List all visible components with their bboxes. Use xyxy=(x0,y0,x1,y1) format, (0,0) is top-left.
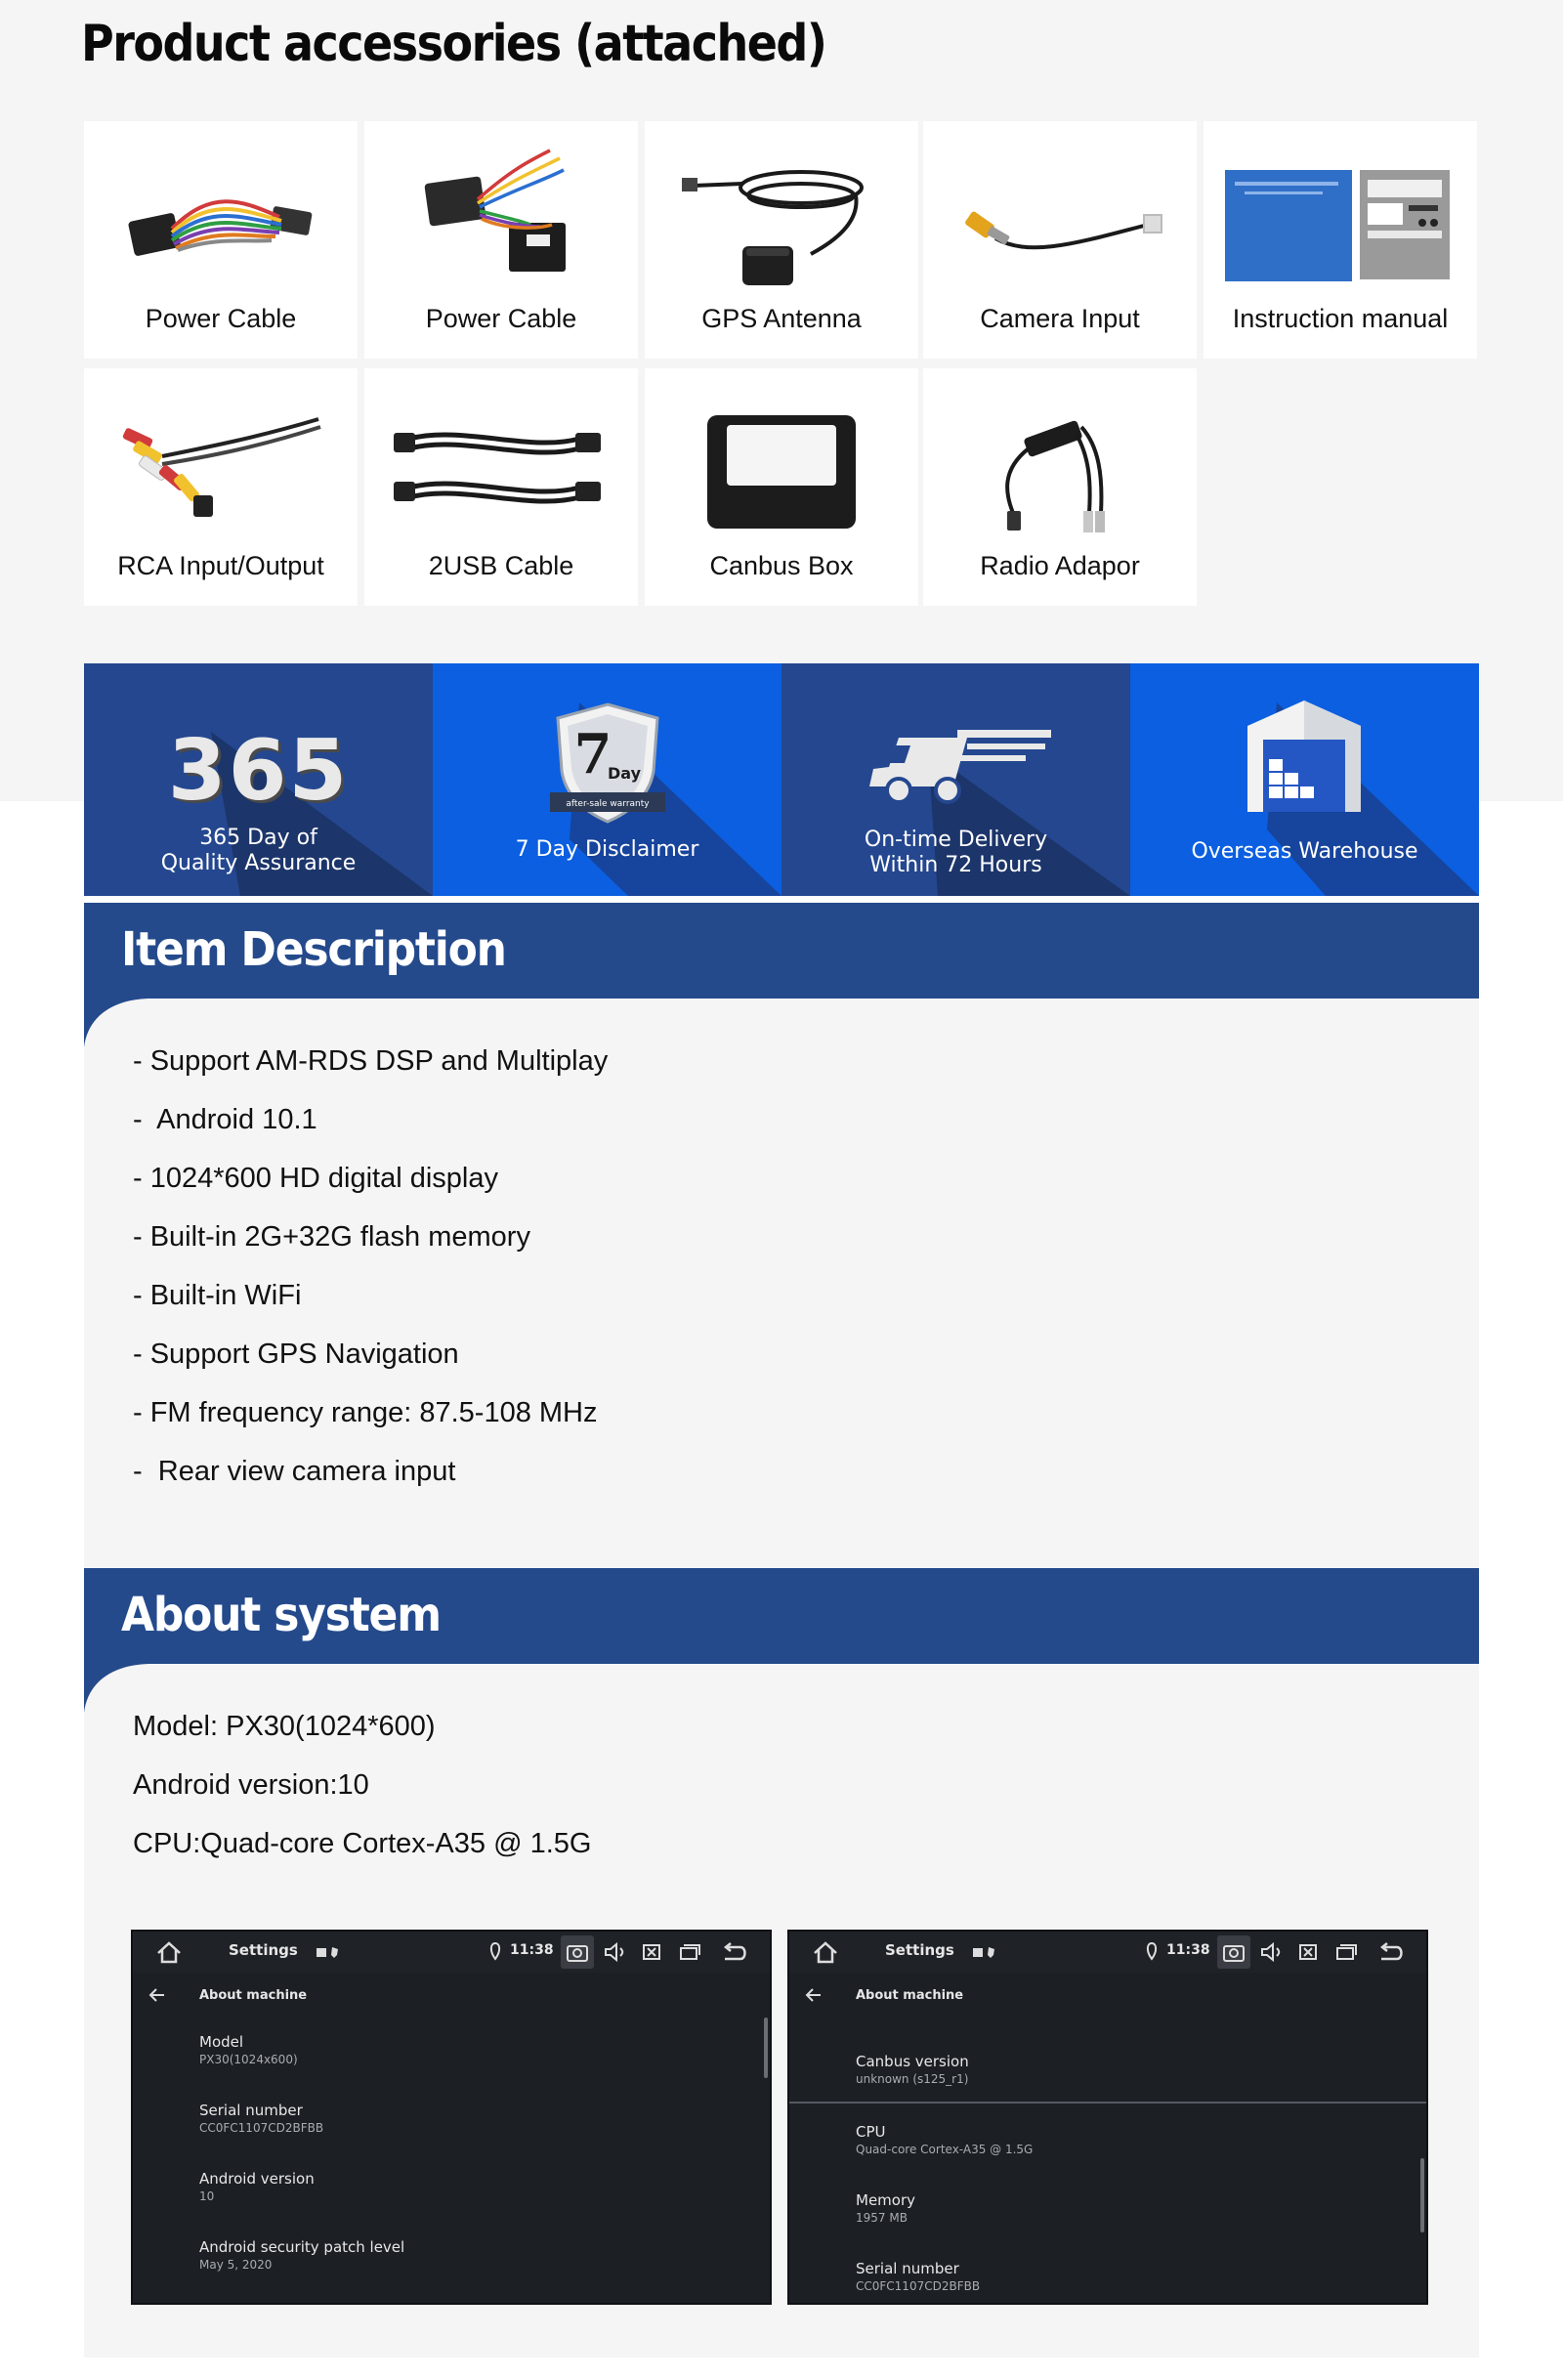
accessory-label: 2USB Cable xyxy=(428,551,574,580)
setting-label[interactable]: Model xyxy=(199,2033,244,2051)
status-bar xyxy=(789,1932,1426,1973)
accessory-card-gps-antenna xyxy=(645,121,918,359)
warehouse-tile xyxy=(1130,663,1479,896)
quality-caption-line2: Quality Assurance xyxy=(160,851,357,875)
setting-label[interactable]: Android security patch level xyxy=(199,2238,405,2256)
location-icon xyxy=(481,1937,510,1967)
disclaimer-tile xyxy=(433,663,782,896)
about-system-title: About system xyxy=(121,1588,441,1643)
setting-label[interactable]: Memory xyxy=(856,2191,916,2209)
delivery-truck-icon xyxy=(860,718,1055,816)
rca-cable-icon xyxy=(104,388,338,534)
back-icon[interactable] xyxy=(803,1984,824,2006)
back-icon[interactable] xyxy=(147,1984,168,2006)
scrollbar[interactable] xyxy=(764,2018,768,2078)
setting-value: Quad-core Cortex-A35 @ 1.5G xyxy=(856,2143,1034,2156)
status-title: Settings xyxy=(885,1941,954,1959)
recent-apps-icon[interactable] xyxy=(1331,1937,1360,1967)
accessory-label: Camera Input xyxy=(980,304,1140,333)
badge-number: 7 xyxy=(573,722,613,786)
description-item: - Rear view camera input xyxy=(133,1456,456,1487)
accessory-card-radio-adapter xyxy=(923,368,1197,606)
quality-assurance-tile xyxy=(84,663,433,896)
camera-icon[interactable] xyxy=(563,1937,592,1967)
recent-apps-icon[interactable] xyxy=(674,1937,703,1967)
365-badge: 365 xyxy=(167,722,350,820)
description-item: - Built-in 2G+32G flash memory xyxy=(133,1221,530,1253)
description-item: - FM frequency range: 87.5-108 MHz xyxy=(133,1397,598,1428)
accessory-label: Instruction manual xyxy=(1232,304,1449,333)
disclaimer-caption: 7 Day Disclaimer xyxy=(515,837,699,862)
settings-screenshot-2 xyxy=(787,1930,1428,2305)
power-cable-box-icon xyxy=(384,141,618,287)
back-arrow-icon[interactable] xyxy=(1375,1937,1405,1967)
page-subtitle: About machine xyxy=(856,1988,964,2003)
setting-label[interactable]: Serial number xyxy=(856,2260,959,2277)
camera-input-cable-icon xyxy=(943,141,1177,287)
notification-icons xyxy=(313,1937,342,1967)
description-item: - Support AM-RDS DSP and Multiplay xyxy=(133,1045,609,1077)
notification-icons xyxy=(969,1937,998,1967)
setting-value: May 5, 2020 xyxy=(199,2258,273,2272)
corner-curve xyxy=(84,1664,152,1713)
item-description-header xyxy=(84,903,1479,999)
setting-label[interactable]: Canbus version xyxy=(856,2053,969,2070)
accessory-card-rca xyxy=(84,368,358,606)
item-description-body xyxy=(84,999,1479,1568)
setting-value: CC0FC1107CD2BFBB xyxy=(199,2121,324,2135)
scrollbar[interactable] xyxy=(1420,2158,1424,2232)
page-subtitle: About machine xyxy=(199,1988,308,2003)
delivery-caption-line1: On-time Delivery xyxy=(864,828,1048,852)
section-divider xyxy=(789,2102,1426,2104)
accessory-label: Power Cable xyxy=(425,304,577,333)
home-icon xyxy=(154,1937,184,1967)
accessory-label: Radio Adapor xyxy=(980,551,1140,580)
service-banner xyxy=(84,663,1479,896)
about-system-body xyxy=(84,1664,1479,2358)
settings-screenshot-1 xyxy=(131,1930,772,2305)
instruction-manual-icon xyxy=(1223,141,1457,287)
accessory-card-camera-input xyxy=(923,121,1197,359)
delivery-caption-line2: Within 72 Hours xyxy=(869,853,1042,877)
description-item: - Support GPS Navigation xyxy=(133,1339,459,1370)
system-android-version: Android version:10 xyxy=(133,1769,369,1801)
corner-curve xyxy=(84,999,152,1047)
system-model: Model: PX30(1024*600) xyxy=(133,1711,436,1742)
badge-ribbon-text: after-sale warranty xyxy=(566,799,650,809)
camera-icon[interactable] xyxy=(1219,1937,1248,1967)
description-item: - Android 10.1 xyxy=(133,1104,317,1135)
location-icon xyxy=(1137,1937,1166,1967)
status-bar xyxy=(133,1932,770,1973)
description-item: - 1024*600 HD digital display xyxy=(133,1163,498,1194)
page-title: Product accessories (attached) xyxy=(81,14,826,73)
canbus-box-icon xyxy=(664,388,899,534)
status-title: Settings xyxy=(229,1941,298,1959)
back-arrow-icon[interactable] xyxy=(719,1937,748,1967)
description-item: - Built-in WiFi xyxy=(133,1280,302,1311)
accessory-card-power-cable-2 xyxy=(364,121,638,359)
setting-value: CC0FC1107CD2BFBB xyxy=(856,2279,981,2293)
warehouse-icon xyxy=(1244,697,1365,818)
close-window-icon[interactable] xyxy=(1293,1937,1323,1967)
warehouse-caption: Overseas Warehouse xyxy=(1191,839,1418,864)
system-cpu: CPU:Quad-core Cortex-A35 @ 1.5G xyxy=(133,1828,592,1859)
quality-caption-line1: 365 Day of xyxy=(199,826,317,850)
accessory-card-canbus-box xyxy=(645,368,918,606)
setting-value: 1957 MB xyxy=(856,2211,908,2225)
usb-cable-icon xyxy=(384,388,618,534)
gps-antenna-icon xyxy=(664,141,899,287)
accessory-label: GPS Antenna xyxy=(701,304,862,333)
item-description-title: Item Description xyxy=(121,922,506,978)
radio-adapter-icon xyxy=(943,388,1177,534)
badge-unit: Day xyxy=(607,764,642,783)
accessory-card-2usb xyxy=(364,368,638,606)
setting-value: PX30(1024x600) xyxy=(199,2053,298,2066)
accessory-label: RCA Input/Output xyxy=(117,551,324,580)
setting-label[interactable]: CPU xyxy=(856,2123,886,2141)
power-cable-icon xyxy=(104,141,338,287)
about-system-header xyxy=(84,1568,1479,1664)
volume-icon[interactable] xyxy=(1256,1937,1286,1967)
close-window-icon[interactable] xyxy=(637,1937,666,1967)
status-time: 11:38 xyxy=(510,1942,554,1958)
accessory-label: Power Cable xyxy=(145,304,297,333)
shield-badge-icon xyxy=(542,702,673,824)
setting-label[interactable]: Serial number xyxy=(199,2102,303,2119)
delivery-tile xyxy=(782,663,1130,896)
status-time: 11:38 xyxy=(1166,1942,1210,1958)
accessory-card-instruction-manual xyxy=(1204,121,1477,359)
accessory-label: Canbus Box xyxy=(709,551,854,580)
home-icon xyxy=(811,1937,840,1967)
volume-icon[interactable] xyxy=(600,1937,629,1967)
setting-value: 10 xyxy=(199,2189,215,2203)
accessory-card-power-cable xyxy=(84,121,358,359)
setting-value: unknown (s125_r1) xyxy=(856,2072,969,2086)
setting-label[interactable]: Android version xyxy=(199,2170,315,2188)
